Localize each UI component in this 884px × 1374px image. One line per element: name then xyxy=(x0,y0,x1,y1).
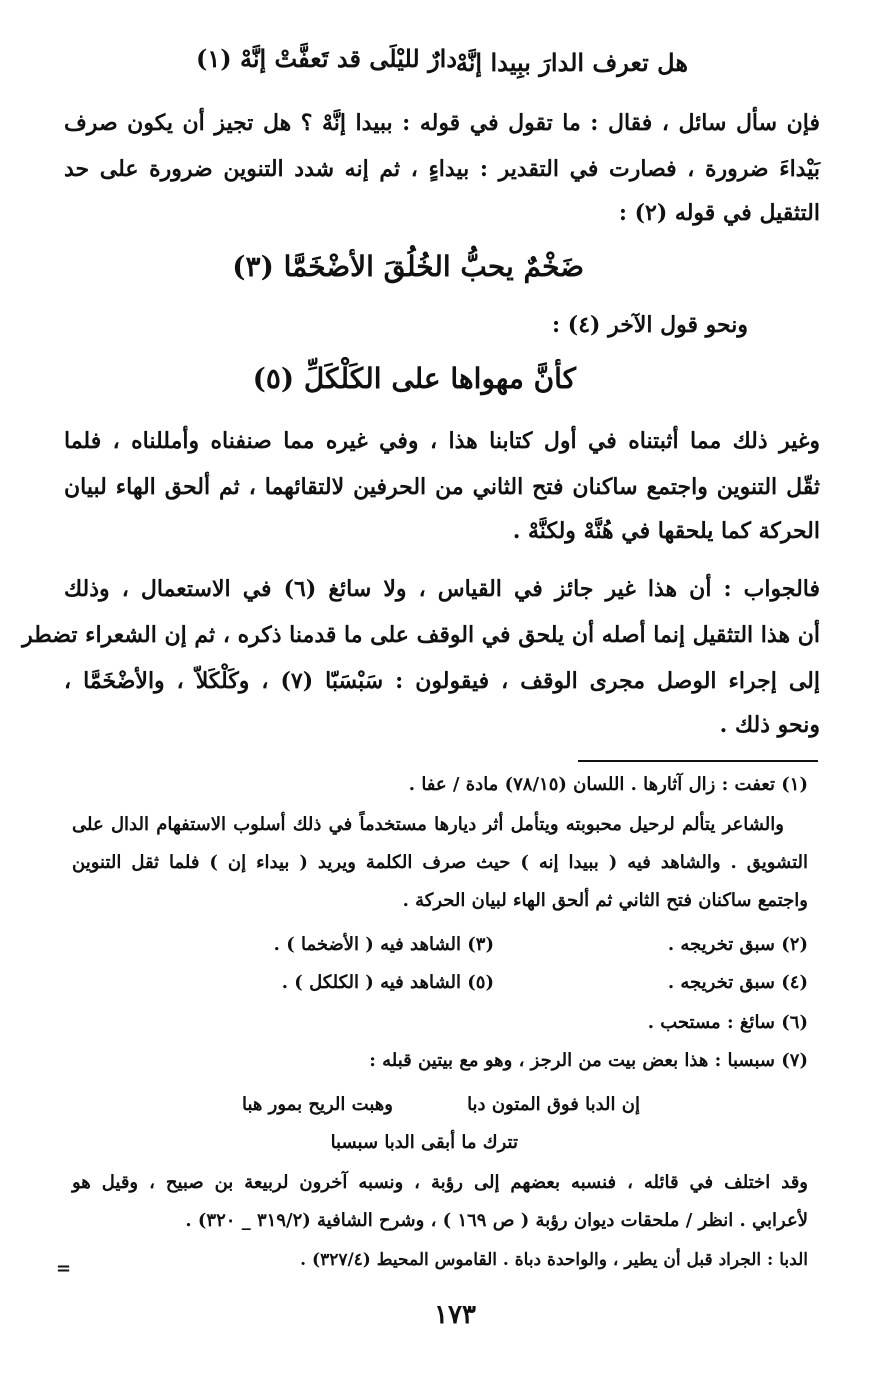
footnote-7-continuation-1: وقد اختلف في قائله ، فنسبه بعضهم إلى رؤبة ، ونسبه آخرون لربيعة بن صبيح ، وقيل هو xyxy=(72,1172,808,1193)
paragraph-3-line-2: ثقّل التنوين واجتمع ساكنان فتح الثاني من الحرفين لالتقائهما ، ثم ألحق الهاء لبيان xyxy=(64,474,820,500)
footnote-5: (٥) الشاهد فيه ( الكلكل ) . xyxy=(281,972,494,993)
footnote-2: (٢) سبق تخريجه . xyxy=(667,934,808,955)
page-number: ١٧٣ xyxy=(434,1300,476,1330)
footnote-1: (١) تعفت : زال آثارها . اللسان (٧٨/١٥) مادة / عفا . xyxy=(408,774,808,795)
paragraph-4-line-3: إلى إجراء الوصل مجرى الوقف ، فيقولون : سَبْسَبّا (٧) ، وكَلْكَلاّ ، والأضْخَمَّا ، xyxy=(64,668,820,694)
verse-1-left-hemistich: دارٌ لليْلَى قد تَعفَّتْ إنَّهْ (١) xyxy=(196,44,458,73)
footnote-1-continuation-1: والشاعر يتألم لرحيل محبوبته ويتأمل أثر ديارها مستخدماً في ذلك أسلوب الاستفهام الدال على xyxy=(72,814,784,835)
paragraph-1-line-1: فإن سأل سائل ، فقال : ما تقول في قوله : ببيدا إنَّهْ ؟ هل تجيز أن يكون صرف xyxy=(64,110,820,136)
paragraph-4-line-4: ونحو ذلك . xyxy=(719,712,820,738)
paragraph-4-line-2: أن هذا التثقيل إنما أصله أن يلحق في الوقف على ما قدمنا ذكره ، ثم إن الشعراء تضطر xyxy=(22,622,820,648)
footnote-7-verse-center: تترك ما أبقى الدبا سبسبا xyxy=(330,1132,518,1153)
footnote-1-continuation-2: التشويق . والشاهد فيه ( ببيدا إنه ) حيث صرف الكلمة ويريد ( بيداء إن ) فلما ثقل التنوين xyxy=(72,852,808,873)
footnote-1-continuation-3: واجتمع ساكنان فتح الثاني ثم ألحق الهاء لبيان الحركة . xyxy=(402,890,808,911)
footnote-divider xyxy=(578,760,818,762)
verse-1-right-hemistich: هل تعرف الدارَ ببِيدا إنَّهْ xyxy=(455,48,688,77)
paragraph-2: ونحو قول الآخر (٤) : xyxy=(552,312,748,338)
paragraph-4-line-1: فالجواب : أن هذا غير جائز في القياس ، ولا سائغ (٦) في الاستعمال ، وذلك xyxy=(64,576,820,602)
margin-mark: = xyxy=(56,1258,72,1279)
footnote-3: (٣) الشاهد فيه ( الأضخما ) . xyxy=(273,934,494,955)
footnote-7-continuation-3: الدبا : الجراد قبل أن يطير ، والواحدة دباة . القاموس المحيط (٣٢٧/٤) . xyxy=(300,1250,808,1270)
footnote-6: (٦) سائغ : مستحب . xyxy=(647,1012,808,1033)
footnote-4: (٤) سبق تخريجه . xyxy=(667,972,808,993)
footnote-7: (٧) سبسبا : هذا بعض بيت من الرجز ، وهو مع بيتين قبله : xyxy=(369,1050,808,1071)
footnote-7-verse-right: إن الدبا فوق المتون دبا xyxy=(467,1094,640,1115)
paragraph-1-line-2: بَيْداءَ ضرورة ، فصارت في التقدير : بيداءٍ ، ثم إنه شدد التنوين ضرورة على حد xyxy=(64,156,820,182)
paragraph-1-line-3: التثقيل في قوله (٢) : xyxy=(618,200,820,226)
verse-3: كأنَّ مهواها على الكَلْكَلِّ (٥) xyxy=(252,362,576,395)
paragraph-3-line-3: الحركة كما يلحقها في هُنَّهْ ولكنَّهْ . xyxy=(512,518,820,544)
footnote-7-continuation-2: لأعرابي . انظر / ملحقات ديوان رؤبة ( ص ١٦٩ ) ، وشرح الشافية (٣١٩/٢ _ ٣٢٠) . xyxy=(185,1210,808,1231)
paragraph-3-line-1: وغير ذلك مما أثبتناه في أول كتابنا هذا ، وفي غيره مما صنفناه وأمللناه ، فلما xyxy=(64,428,820,454)
footnote-7-verse-left: وهبت الريح بمور هبا xyxy=(242,1094,393,1115)
verse-2: ضَخْمٌ يحبُّ الخُلُقَ الأضْخَمَّا (٣) xyxy=(232,250,584,283)
